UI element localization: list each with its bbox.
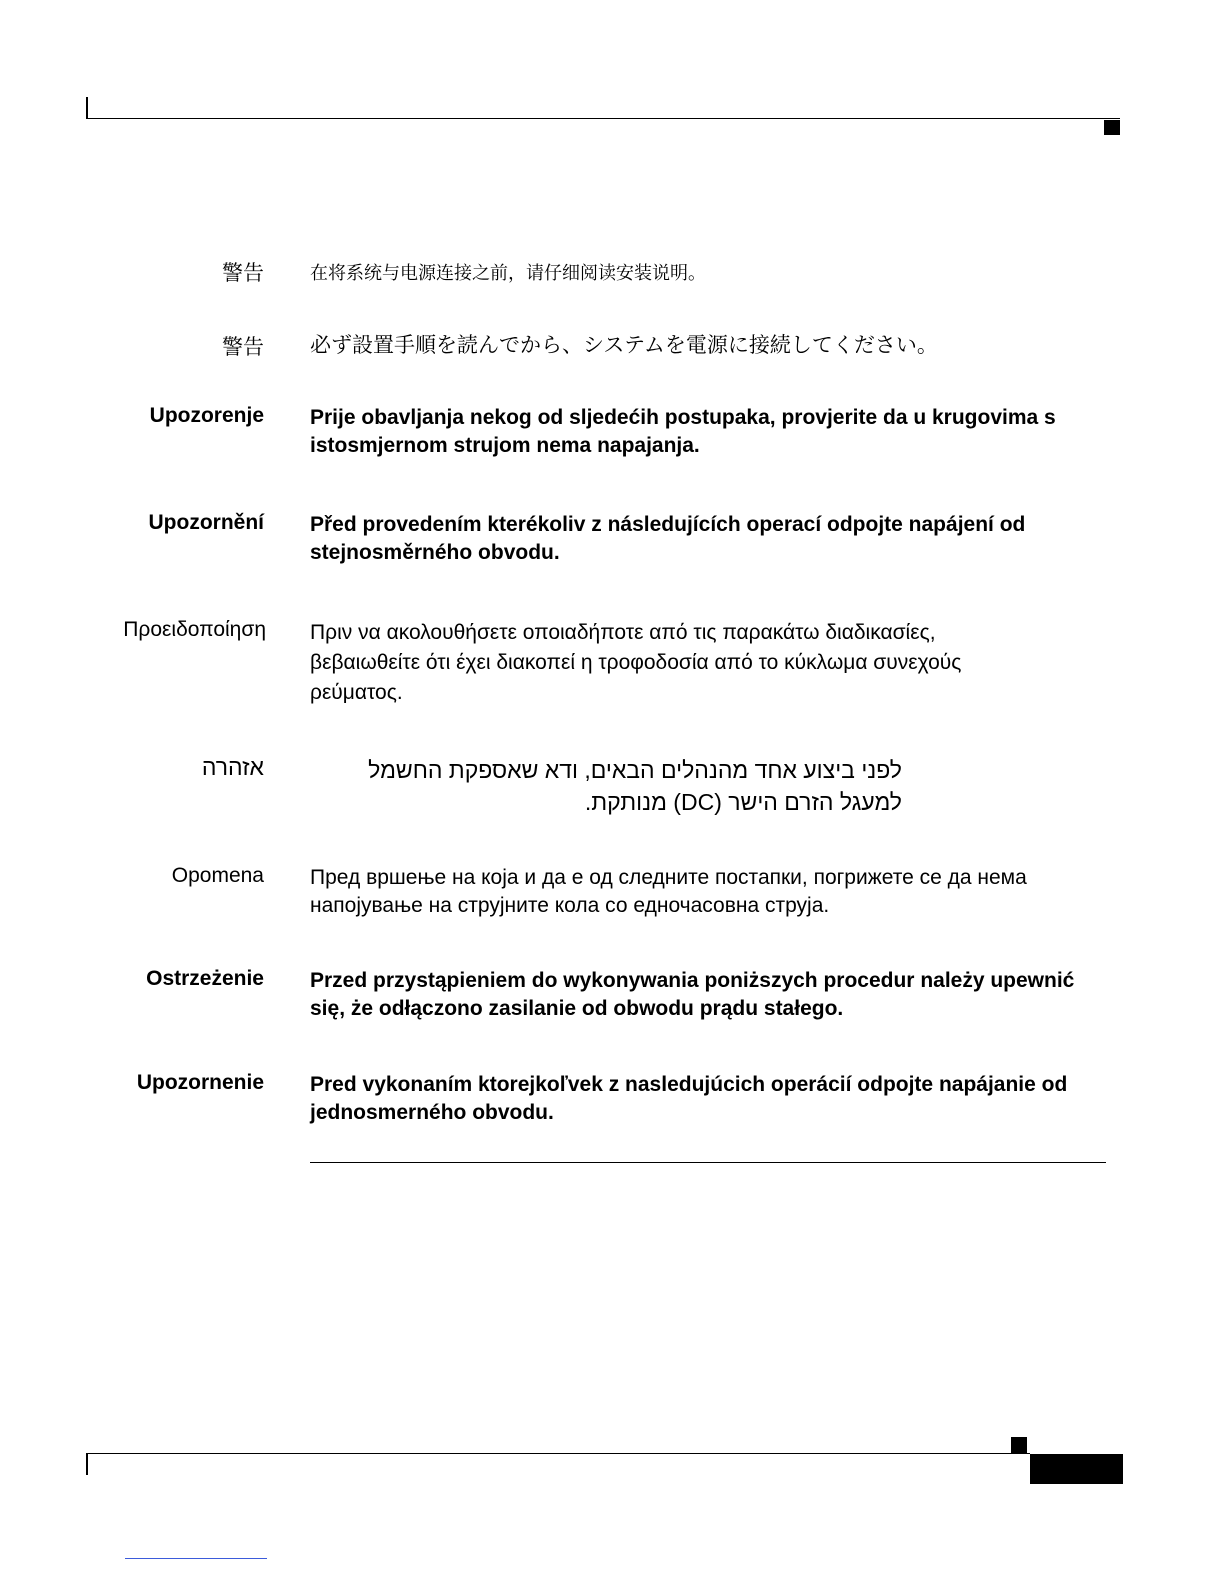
warning-label: Upozornění bbox=[148, 511, 264, 534]
warning-text: Před provedením kterékoliv z následujících operací odpojte napájení od stejnosměrného obvodu. bbox=[310, 513, 1026, 564]
warning-label: Opomena bbox=[171, 864, 264, 887]
header-vertical-tick bbox=[86, 97, 88, 119]
warning-text: 必ず設置手順を読んでから、システムを電源に接続してください。 bbox=[310, 333, 938, 357]
footer-rule bbox=[86, 1453, 1030, 1454]
header-corner-marker bbox=[1104, 120, 1120, 135]
header-rule bbox=[86, 118, 1120, 119]
warning-text: Πριν να ακολουθήσετε οποιαδήποτε από τις παρακάτω διαδικασίες, βεβαιωθείτε ότι έχει διακοπεί η τροφοδοσία από το κύκλωμα συνεχούς ρεύματος. bbox=[310, 621, 962, 704]
warning-label: 警告 bbox=[222, 335, 264, 359]
section-end-rule bbox=[310, 1162, 1106, 1163]
warning-text: Пред вршење на која и да е од следните постапки, погрижете се да нема напојување на струјните кола со едночасовна струја. bbox=[310, 866, 1027, 917]
footer-link-underline bbox=[125, 1558, 267, 1559]
warning-text: 在将系统与电源连接之前，请仔细阅读安装说明。 bbox=[310, 263, 706, 284]
warning-text: Przed przystąpieniem do wykonywania poniższych procedur należy upewnić się, że odłączono zasilanie od obwodu prądu stałego. bbox=[310, 969, 1075, 1020]
warning-label: 警告 bbox=[222, 261, 264, 285]
warning-label: אזהרה bbox=[201, 754, 264, 780]
footer-page-tab bbox=[1030, 1454, 1123, 1484]
footer-vertical-tick bbox=[86, 1453, 88, 1475]
warning-label: Upozornenie bbox=[136, 1071, 264, 1094]
warning-text: Prije obavljanja nekog od sljedećih postupaka, provjerite da u krugovima s istosmjernom strujom nema napajanja. bbox=[310, 406, 1056, 457]
warning-label: Upozorenje bbox=[149, 404, 264, 427]
warning-text: Pred vykonaním ktorejkoľvek z nasledujúcich operácií odpojte napájanie od jednosmerného obvodu. bbox=[310, 1073, 1068, 1124]
warning-text: לפני ביצוע אחד מהנהלים הבאים, ודא שאספקת החשמל למעגל הזרם הישר (DC) מנותקת. bbox=[368, 757, 902, 815]
warning-label: Ostrzeżenie bbox=[146, 967, 264, 990]
warning-label: Προειδοποίηση bbox=[123, 618, 266, 641]
footer-marker bbox=[1011, 1437, 1027, 1453]
